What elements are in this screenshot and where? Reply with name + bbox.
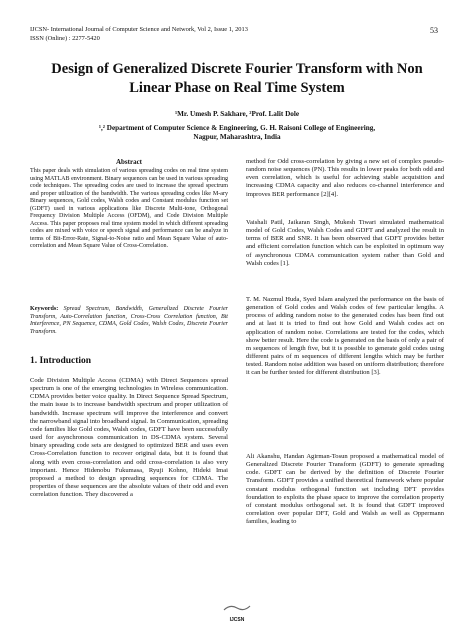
introduction-heading: 1. Introduction (30, 356, 92, 366)
keywords-label: Keywords: (30, 306, 59, 312)
journal-header (30, 26, 248, 43)
right-paragraph-2: Vaishali Patil, Jaikaran Singh, Mukesh Tiwari simulated mathematical model of Gold Codes, Walsh Codes and GDFT and analyzed the result in terms of BER and SNR. It has been observed that GDFT provides better and efficient correlation function which can be exploited in optimum way of asynchronous CDMA communication system rather than Gold and Walsh codes [1]. (246, 219, 444, 267)
keywords (30, 306, 228, 336)
affiliation-line-1: ¹,² Department of Computer Science & Engineering, G. H. Raisoni College of Engineering, (98, 124, 376, 132)
journal-footer (0, 598, 474, 623)
paper-title (20, 60, 454, 98)
affiliation-line-2: Nagpur, Maharashtra, India (193, 133, 281, 142)
issn-line: ISSN (Online) : 2277-5420 (30, 34, 100, 42)
journal-logo-icon (222, 605, 252, 611)
title-line-2: Linear Phase on Real Time System (129, 80, 345, 96)
journal-line: IJCSN- International Journal of Computer Science and Network, Vol 2, Issue 1, 2013 (30, 26, 248, 33)
authors: ¹Mr. Umesh P. Sakhare, ²Prof. Lalit Dole (174, 110, 300, 118)
page-number: 53 (430, 26, 438, 35)
introduction-text: Code Division Multiple Access (CDMA) with Direct Sequences spread spectrum is one of the emerging technologies in Wireless communication. CDMA provides better voice quality. In Direct Sequence Spread Spectrum, the main issue is to increase bandwidth spectrum and proper utilization of bandwidth. Increase spectrum will improve the interference and convert the narrowband signal into broadband signal. In Communication, spreading code families like Gold codes, Walsh codes, GDFT have been successfully used for asynchronous communication in DS-CDMA system. Several binary spreading code sets are designed to optimized BER and uses even Cross-Correlation function to recover original data, but it is found that along with even cross-correlation and odd cross-correlation is also very important. Hence Hidenobu Fukumasa, Ryuji Kohno, Hideki Imai proposed a method to design spreading sequences for CDMA. The properties of these sequences are the absolute values of their odd and even correlation function. They discovered a (30, 377, 228, 499)
keywords-text: Spread Spectrum, Bandwidth, Generalized Discrete Fourier Transform, Auto-Correlation function, Cross-Cross Correlation function, Bit Interference, PN Sequence, CDMA, Gold Codes, Walsh Codes, Discrete Fourier Transform. (30, 306, 228, 335)
right-paragraph-3: T. M. Nazmul Huda, Syed Islam analyzed the performance on the basis of generation of Gold codes and Walsh codes of few particular lengths. A process of adding random noise to the generated codes has been find out and at last it is tried to find out how Gold and Walsh codes act on application of random noise. Correlations are tested for the codes, which show better result. Here the code is generated on the basis of only a pair of m sequences of length five, but it is possible to generate gold codes using different pairs of m sequences of different lengths which may be further tested. Random noise addition was based on uniform distribution; therefore it can be further tested for different distribution [3]. (246, 296, 444, 377)
right-paragraph-1: method for Odd cross-correlation by giving a new set of complex pseudo-random noise sequences (PN). This results in lower peaks for both odd and even correlation, which is useful for achieving stable acquisition and increasing CDMA capacity and also reduces co-channel interference and improves BER performance [2][4]. (246, 158, 444, 198)
footer-logo-text: IJCSN (229, 617, 245, 623)
affiliation (0, 124, 474, 143)
abstract-heading: Abstract (115, 158, 143, 166)
abstract-text: This paper deals with simulation of various spreading codes on real time system using MATLAB environment. Binary sequences can be used in various spreading code techniques. The spreading codes are used to increase the spread spectrum and proper utilization of the bandwidth. The various spreading codes like M-ary Binary sequences, Gold codes, Walsh codes and Constant modulus function set (GDFT) used in various applications like Discrete Multi-tone, Orthogonal Frequency Division Multiple Access (OFDM), and Code Division Multiple Access. This paper proposes real time system model in which different spreading codes are mixed with voice or speech signal and performance can be analyze in terms of Bit-Error-Rate, Signal-to-Noise ratio and Mean Square Value of auto-correlation and Mean Square Value of Cross-Correlation. (30, 168, 228, 250)
right-paragraph-4: Ali Akanshu, Handan Agirman-Tosun proposed a mathematical model of Generalized Discrete Fourier Transform (GDFT) to generate spreading code. GDFT can be derived by the definition of Discrete Fourier Transform. GDFT provides a unified theoretical framework where popular constant modulus orthogonal function set including DFT provides foundation to exploits the phase space to improve the correlation property of constant modulus orthogonal set. It is found that GDFT improved correlation over popular DFT, Gold and Walsh as well as Oppermann families, leading to (246, 453, 444, 526)
title-line-1: Design of Generalized Discrete Fourier Transform with Non (51, 61, 423, 77)
